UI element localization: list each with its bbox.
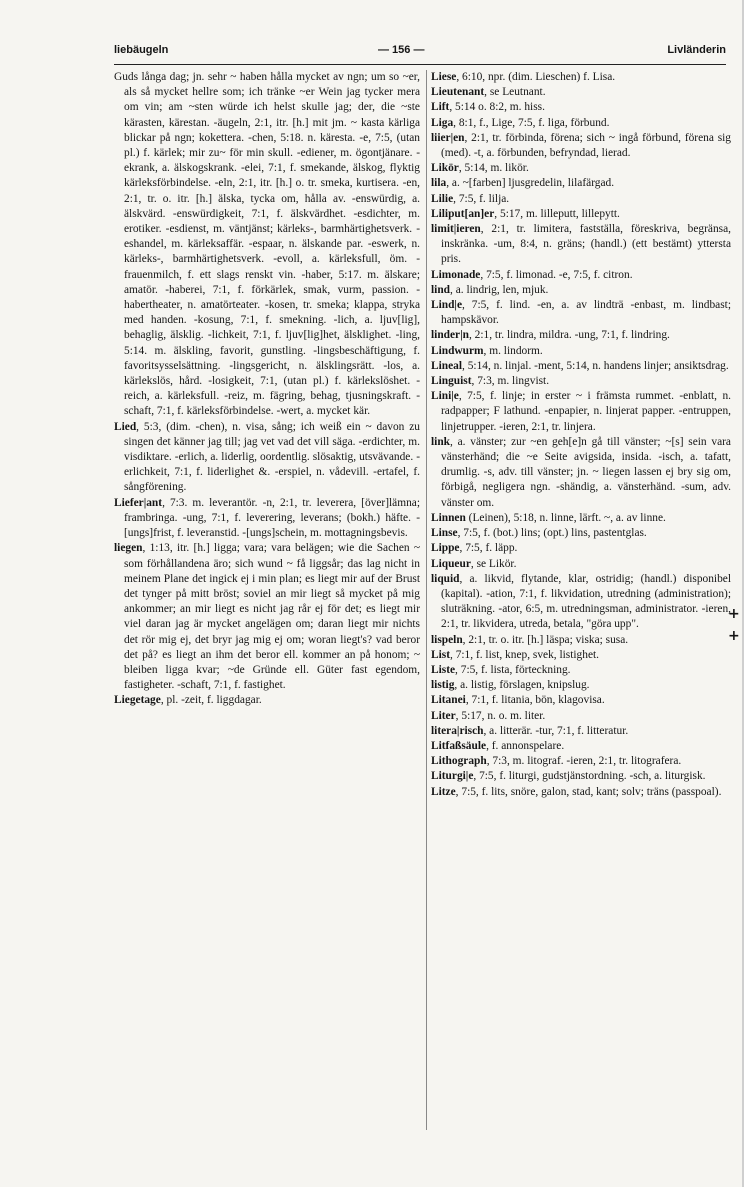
- headword: Liturgi|e: [431, 770, 474, 783]
- headword: Liliput[an]er: [431, 207, 495, 220]
- running-header: [114, 38, 726, 60]
- entry: Liga, 8:1, f., Lige, 7:5, f. liga, förbund.: [431, 116, 610, 129]
- headword: limit|ieren: [431, 223, 481, 236]
- headword: lispeln: [431, 633, 463, 646]
- entry: Linguist, 7:3, m. lingvist.: [431, 375, 550, 388]
- headword: Litanei: [431, 694, 466, 707]
- entry: Lilie, 7:5, f. lilja.: [431, 192, 510, 205]
- headword: Lindwurm: [431, 344, 484, 357]
- entry: Lineal, 5:14, n. linjal. -ment, 5:14, n. handens linjer; ansiktsdrag.: [431, 359, 729, 372]
- headword: Linguist: [431, 375, 472, 388]
- headword: Lift: [431, 101, 450, 114]
- headword: lind: [431, 283, 450, 296]
- page-number: — 156 —: [378, 44, 425, 56]
- headword: Likör: [431, 162, 459, 175]
- entry: liier|en, 2:1, tr. förbinda, förena; sich ~ ingå förbund, förena sig (med). -t, a. förbunden, befryndad, lierad.: [431, 131, 731, 160]
- left-column: [114, 70, 426, 1130]
- entry: lispeln, 2:1, tr. o. itr. [h.] läspa; viska; susa.: [431, 633, 629, 646]
- entry: Litanei, 7:1, f. litania, bön, klagovisa.: [431, 694, 605, 707]
- headword: Lineal: [431, 359, 463, 372]
- entry: Lieutenant, se Leutnant.: [431, 86, 546, 99]
- headword: Lied: [114, 420, 137, 433]
- headword: Limonade: [431, 268, 481, 281]
- entry: link, a. vänster; zur ~en geh[e]n gå till vänster; ~[s] sein vara vänsterhänd; die ~e Seite avigsida, insida. -isch, a. tafatt, drumlig. -s, adv. till vänster; jn. ~ liegen lassen ej bry sig om, förbigå, negligera ngn. -shändig, a. vänsterhänd. -sum, adv. vänster om.: [431, 435, 731, 509]
- headword: Lithograph: [431, 755, 487, 768]
- margin-plus-mark: +: [728, 628, 740, 644]
- entry: Lini|e, 7:5, f. linje; in erster ~ i främsta rummet. -enblatt, n. radpapper; F lathund. -enpapier, n. linjerat papper. -entruppen, linjetrupper. -ieren, 2:1, tr. linjera.: [431, 390, 731, 433]
- headword: Liefer|ant: [114, 496, 163, 509]
- entry: Liter, 5:17, n. o. m. liter.: [431, 709, 546, 722]
- entry-liegetage: Liegetage, pl. -zeit, f. liggdagar.: [114, 694, 262, 707]
- headword: Linnen: [431, 511, 466, 524]
- entry-liegen: liegen, 1:13, itr. [h.] ligga; vara; vara belägen; wie die Sachen ~ som förhållandena äro; sich wund ~ få liggsår; das lag nicht in meinem Plane det ingick ej i min plan; es liegt mir auf der Brust det tynger på mitt bröst; soviel an mir liegt så mycket på mig ankommer; an mir liegt es nicht jag rår ej för det; es liegt mir viel daran jag är mycket angelägen om; daran liegt mir nichts det rör mig ej, det bryr jag mig ej om; woran liegt's? vad beror det på? es liegt an ihm det beror ell. kommer an på honom; ~ bleiben ligga kvar; ~de Gründe ell. Güter fast egendom, fastigheter. -schaft, 7:1, f. fastighet.: [114, 542, 420, 692]
- headword: Liqueur: [431, 557, 471, 570]
- headword: Lippe: [431, 542, 460, 555]
- headword: liquid: [431, 572, 460, 585]
- headword: Lini|e: [431, 390, 459, 403]
- entry: Linse, 7:5, f. (bot.) lins; (opt.) lins, pastentglas.: [431, 527, 647, 540]
- headword: Liga: [431, 116, 454, 129]
- entry: Liliput[an]er, 5:17, m. lilleputt, lillepytt.: [431, 207, 620, 220]
- entry: liquid, a. likvid, flytande, klar, ostridig; (handl.) disponibel (kapital). -ation, 7:1, f. likvidation, utredning (administration); sluträkning. -ator, 6:5, m. utredningsman, administrator. -ieren, 2:1, tr. likvidera, utreda, betala, "göra upp".: [431, 572, 731, 631]
- entry: lila, a. ~[farben] ljusgredelin, lilafärgad.: [431, 177, 615, 190]
- entry: Liqueur, se Likör.: [431, 557, 517, 570]
- entry: Lindwurm, m. lindorm.: [431, 344, 543, 357]
- headword: linder|n: [431, 329, 469, 342]
- entry: List, 7:1, f. list, knep, svek, listighet.: [431, 648, 600, 661]
- entry: Lithograph, 7:3, m. litograf. -ieren, 2:1, tr. litografera.: [431, 755, 682, 768]
- headword: Liegetage: [114, 694, 161, 707]
- entry: Litze, 7:5, f. lits, snöre, galon, stad, kant; solv; träns (passpoal).: [431, 785, 722, 798]
- headword: litera|risch: [431, 724, 484, 737]
- headword: listig: [431, 679, 455, 692]
- headword: liegen: [114, 542, 143, 555]
- headword: Liste: [431, 663, 456, 676]
- entry-lied: Lied, 5:3, (dim. -chen), n. visa, sång; ich weiß ein ~ davon zu singen det känner jag till; jag vet vad det vill säga. -erdichter, m. visdiktare. -erlich, a. liderlig, oordentlig. slösaktig, utsvävande. -erlichkeit, 7:1, f. liderlighet &. -erspiel, n. vådevill. -ertafel, f. sångförening.: [114, 420, 420, 494]
- headword: lila: [431, 177, 447, 190]
- entry: Lippe, 7:5, f. läpp.: [431, 542, 518, 555]
- headword: Lieutenant: [431, 86, 485, 99]
- entry: listig, a. listig, förslagen, knipslug.: [431, 679, 590, 692]
- entry: Liese, 6:10, npr. (dim. Lieschen) f. Lisa.: [431, 71, 616, 83]
- entry: Lift, 5:14 o. 8:2, m. hiss.: [431, 101, 545, 114]
- headword: List: [431, 648, 450, 661]
- entry: Liturgi|e, 7:5, f. liturgi, gudstjänstordning. -sch, a. liturgisk.: [431, 770, 706, 783]
- headword: Liter: [431, 709, 456, 722]
- header-left-guideword: liebäugeln: [114, 44, 169, 56]
- entry: Lind|e, 7:5, f. lind. -en, a. av lindträ -enbast, m. lindbast; hampskävor.: [431, 299, 731, 327]
- entry: litera|risch, a. litterär. -tur, 7:1, f. litteratur.: [431, 724, 629, 737]
- entry-lieb: Guds långa dag; jn. sehr ~ haben hålla mycket av ngn; um so ~er, als så mycket hellre som; ich tränke ~er Wein jag tycker mera om vin; am ~sten würde ich helst skulle jag; der, die ~ste kärasten, kärestan. -äugeln, 2:1, itr. [h.] mit jm. ~ kasta kärliga blickar på ngn; kokettera. -chen, 5:18. n. käresta. -e, 7:5, (utan pl.) f. kärlek; mir zu~ för min skull. -ediener, m. ögontjänare. -ekrank, a. älskogskrank. -elei, 7:1, f. smekande, älskog, flyktig kärleksförbindelse. -eln, 2:1, itr. [h.] o. tr. smeka, kurtisera. -en, 2:1, tr. o. itr. [h.] älska, tycka om, hålla av. -enswürdig, a. älskvärd. -enswürdigkeit, 7:1, f. älskvärdhet. -esdichter, m. erotiker. -esdienst, m. väntjänst; kärleks-, barmhärtighetsverk. -eshandel, m. kärleksaffär. -espaar, n. älskande par. -eswerk, n. kärleks-, barmhärtighetsverk. -evoll, a. kärleksfull, öm. -frauenmilch, f. ett slags renskt vin. -haber, 5:17. m. älskare; amatör. -haberei, 7:1, f. förkärlek, smak, vurm, passion. -habertheater, n. amatörteater. -kosen, tr. smeka; klappa, stryka med handen. -kosung, 7:1, f. smekning. -lich, a. ljuv[lig], behaglig, älsklig. -lichkeit, 7:1, f. ljuv[lig]het, älsklighet. -ling, 5:14. m. älskling, favorit, gunstling. -lingsbeschäftigung, f. favoritsysselsättning. -lingsgericht, n. älsklingsrätt. -los, a. kärlekslös, hård. -losigkeit, 7:1, (utan pl.) f. kärlekslöshet. -reich, a. kärleksfull. -reiz, m. fägring, behag, tjusningskraft. -schaft, 7:1, f. kärleksförbindelse. -wert, a. mycket kär.: [114, 71, 420, 418]
- headword: Litze: [431, 785, 456, 798]
- entry: limit|ieren, 2:1, tr. limitera, fastställa, föreskriva, begränsa, inskränka. -um, 8:4, n. gräns; (handl.) (ett bestämt) yttersta pris.: [431, 223, 731, 266]
- entry: Likör, 5:14, m. likör.: [431, 162, 529, 175]
- headword: link: [431, 435, 450, 448]
- headword: Lilie: [431, 192, 454, 205]
- entry: Limonade, 7:5, f. limonad. -e, 7:5, f. citron.: [431, 268, 633, 281]
- entry: lind, a. lindrig, len, mjuk.: [431, 283, 549, 296]
- header-rule: [114, 64, 726, 65]
- entry: Litfaßsäule, f. annonspelare.: [431, 739, 565, 752]
- headword: Lind|e: [431, 299, 462, 312]
- entry: Liste, 7:5, f. lista, förteckning.: [431, 663, 571, 676]
- entry: linder|n, 2:1, tr. lindra, mildra. -ung, 7:1, f. lindring.: [431, 329, 670, 342]
- entry: Linnen (Leinen), 5:18, n. linne, lärft. ~, a. av linne.: [431, 511, 666, 524]
- header-right-guideword: Livländerin: [667, 44, 726, 56]
- headword: liier|en: [431, 131, 465, 144]
- entry-lieferant: Liefer|ant, 7:3. m. leverantör. -n, 2:1, tr. leverera, [över]lämna; frambringa. -ung, 7:1, f. leverering, leverans; (bokh.) häfte. -[ungs]frist, f. leveranstid. -[ungs]schein, m. mottagningsbevis.: [114, 496, 420, 540]
- right-column: [426, 70, 731, 1130]
- margin-plus-mark: +: [728, 606, 740, 622]
- headword: Linse: [431, 527, 458, 540]
- headword: Litfaßsäule: [431, 739, 487, 752]
- headword: Liese: [431, 71, 457, 83]
